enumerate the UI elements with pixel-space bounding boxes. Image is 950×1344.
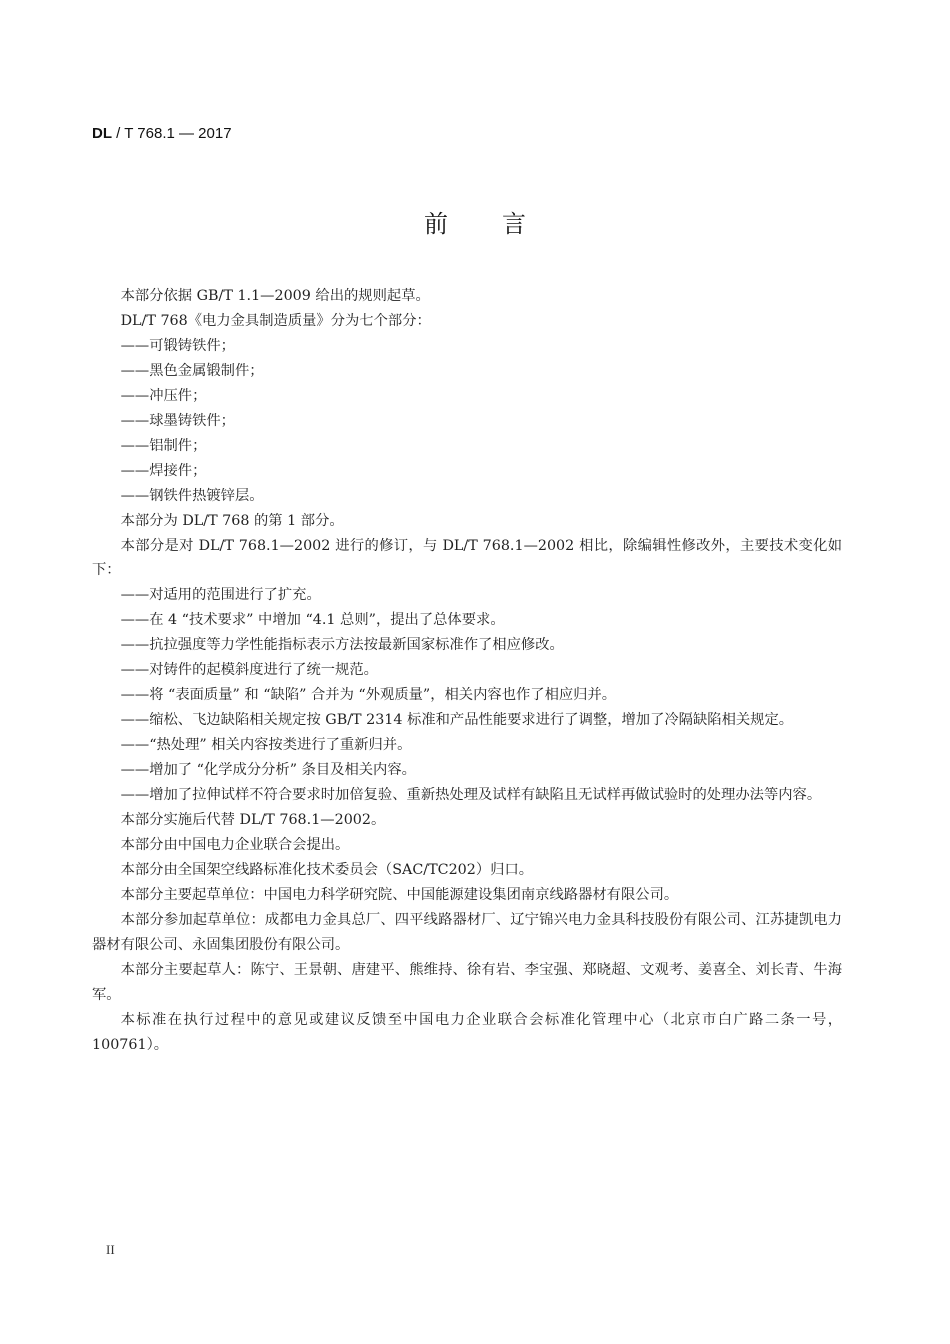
foreword-body [92,284,842,1058]
paragraph: 本部分主要起草人：陈宁、王景朝、唐建平、熊维持、徐有岩、李宝强、郑晓超、文观考、姜喜全、刘长青、牛海军。 [92,961,842,1003]
document-code [92,125,232,142]
paragraph: 本部分为 DL/T 768 的第 1 部分。 [120,512,344,529]
list-item: ——增加了拉伸试样不符合要求时加倍复验、重新热处理及试样有缺陷且无试样再做试验时的处理办法等内容。 [120,787,822,804]
list-item: ——黑色金属锻制件； [120,362,264,379]
document-code-prefix: DL [92,125,112,142]
list-item: ——冲压件； [120,387,207,404]
list-item: ——球墨铸铁件； [120,412,235,429]
paragraph: 本部分是对 DL/T 768.1—2002 进行的修订，与 DL/T 768.1—2002 相比，除编辑性修改外，主要技术变化如下： [92,537,842,579]
list-item: ——将 “表面质量” 和 “缺陷” 合并为 “外观质量”，相关内容也作了相应归并。 [120,687,617,704]
list-item: ——增加了 “化学成分分析” 条目及相关内容。 [120,762,416,779]
page-number: II [106,1242,115,1257]
paragraph: 本部分参加起草单位：成都电力金具总厂、四平线路器材厂、辽宁锦兴电力金具科技股份有限公司、江苏捷凯电力器材有限公司、永固集团股份有限公司。 [92,911,842,953]
paragraph: 本部分主要起草单位：中国电力科学研究院、中国能源建设集团南京线路器材有限公司。 [120,886,679,903]
list-item: ——对铸件的起模斜度进行了统一规范。 [120,662,378,679]
list-item: ——在 4 “技术要求” 中增加 “4.1 总则”，提出了总体要求。 [120,612,505,629]
paragraph: 本标准在执行过程中的意见或建议反馈至中国电力企业联合会标准化管理中心（北京市白广路二条一号，100761）。 [92,1011,842,1053]
list-item: ——铝制件； [120,437,207,454]
paragraph: 本部分实施后代替 DL/T 768.1—2002。 [120,812,386,829]
list-item: ——可锻铸铁件； [120,337,235,354]
list-item: ——钢铁件热镀锌层。 [120,487,264,504]
document-code-number: / T 768.1 — 2017 [112,125,232,142]
list-item: ——缩松、飞边缺陷相关规定按 GB/T 2314 标准和产品性能要求进行了调整，增加了冷隔缺陷相关规定。 [120,712,794,729]
paragraph: 本部分依据 GB/T 1.1—2009 给出的规则起草。 [120,288,430,304]
list-item: ——焊接件； [120,462,207,479]
list-item: ——“热处理” 相关内容按类进行了重新归并。 [120,737,412,754]
paragraph: 本部分由全国架空线路标准化技术委员会（SAC/TC202）归口。 [120,861,534,878]
paragraph: 本部分由中国电力企业联合会提出。 [120,836,350,853]
paragraph: DL/T 768《电力金具制造质量》分为七个部分： [120,312,431,329]
page-title: 前言 [424,210,580,238]
list-item: ——抗拉强度等力学性能指标表示方法按最新国家标准作了相应修改。 [120,637,564,654]
list-item: ——对适用的范围进行了扩充。 [120,587,321,604]
